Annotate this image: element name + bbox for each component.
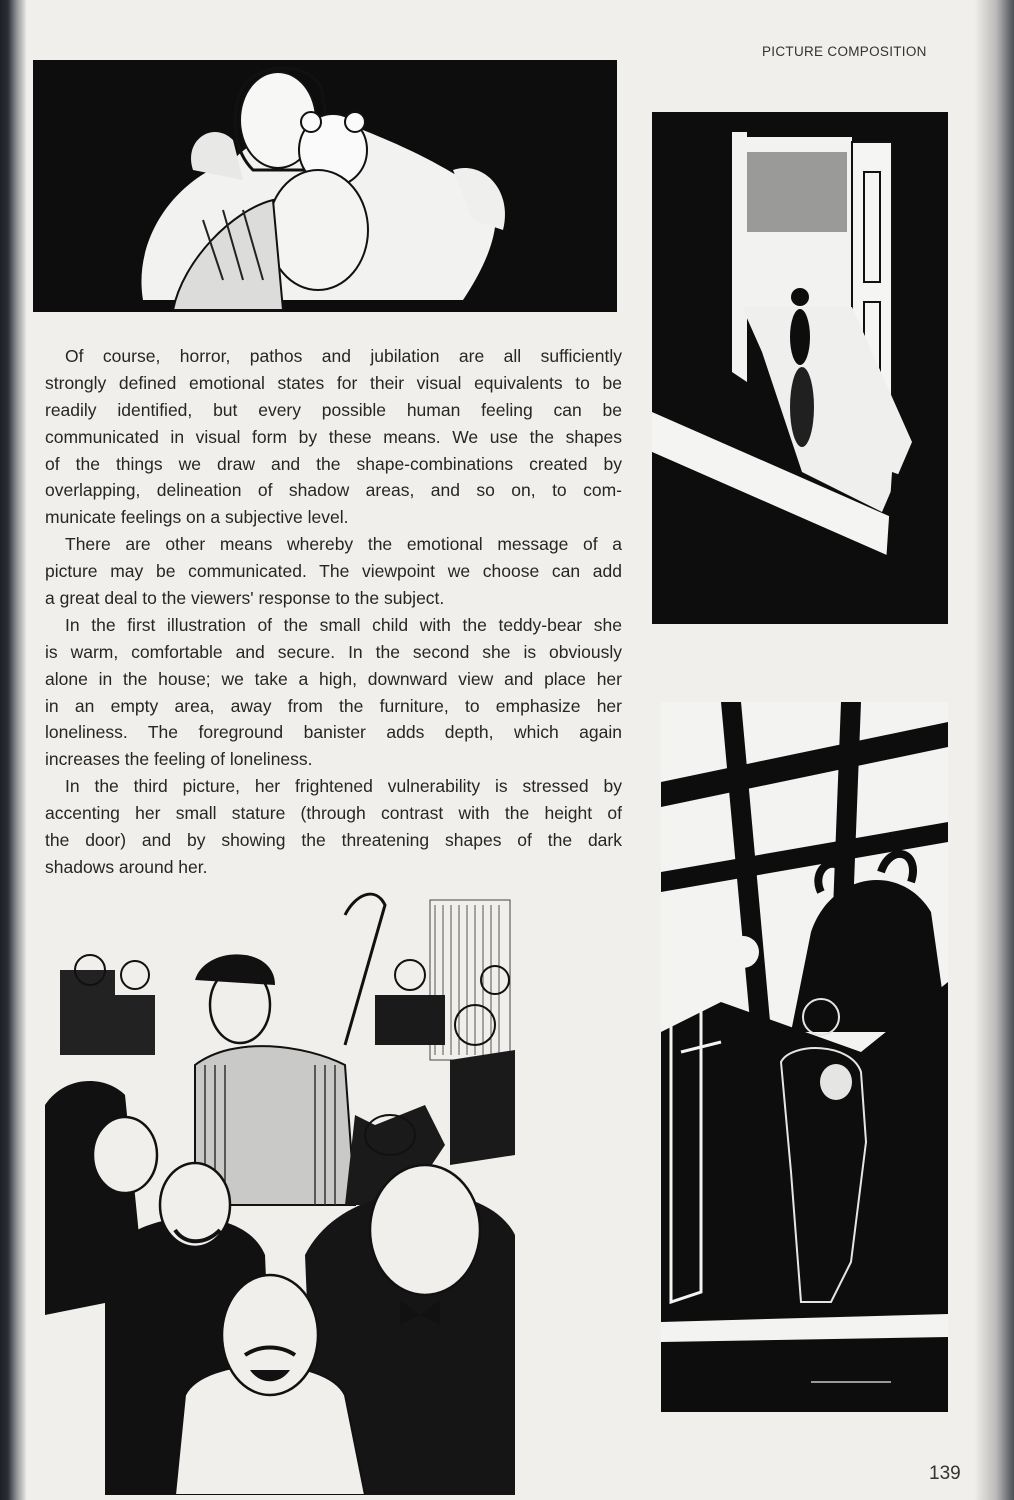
text-line: strongly defined emotional states for their visual equivalents to be	[45, 372, 622, 393]
page-number: 139	[929, 1463, 961, 1484]
text-line: of the things we draw and the shape-combinations created by	[45, 453, 622, 474]
running-head: PICTURE COMPOSITION	[762, 44, 927, 59]
illustration-girl-with-teddy-bear	[33, 60, 617, 312]
text-line: alone in the house; we take a high, downward view and place her	[45, 668, 622, 689]
illustration-cheering-crowd	[45, 875, 515, 1495]
text-line: shadows around her.	[45, 856, 208, 877]
text-line: In the third picture, her frightened vulnerability is stressed by	[65, 776, 622, 797]
text-line: a great deal to the viewers' response to the subject.	[45, 588, 445, 609]
text-line: overlapping, delineation of shadow areas, and so on, to com-	[45, 480, 622, 501]
text-line: In the first illustration of the small child with the teddy-bear she	[65, 614, 622, 635]
text-line: communicated in visual form by these means. We use the shapes	[45, 426, 622, 447]
text-line: Of course, horror, pathos and jubilation are all sufficiently	[65, 346, 622, 366]
text-line: accenting her small stature (through contrast with the height of	[45, 803, 622, 824]
illustration-girl-by-door-shadows	[661, 702, 948, 1412]
text-line: in an empty area, away from the furniture, to emphasize her	[45, 695, 622, 716]
book-binding-shadow	[0, 0, 26, 1500]
text-line: picture may be communicated. The viewpoint we choose can add	[45, 561, 622, 582]
text-line: increases the feeling of loneliness.	[45, 749, 313, 770]
illustration-girl-alone-banister	[652, 112, 948, 624]
text-line: is warm, comfortable and secure. In the second she is obviously	[45, 641, 622, 662]
text-line: municate feelings on a subjective level.	[45, 507, 349, 528]
body-text	[45, 343, 622, 881]
text-line: There are other means whereby the emotional message of a	[65, 534, 622, 555]
page-edge-shadow	[974, 0, 1014, 1500]
text-line: loneliness. The foreground banister adds depth, which again	[45, 722, 622, 743]
text-line: readily identified, but every possible human feeling can be	[45, 399, 622, 420]
text-line: the door) and by showing the threatening shapes of the dark	[45, 830, 622, 851]
